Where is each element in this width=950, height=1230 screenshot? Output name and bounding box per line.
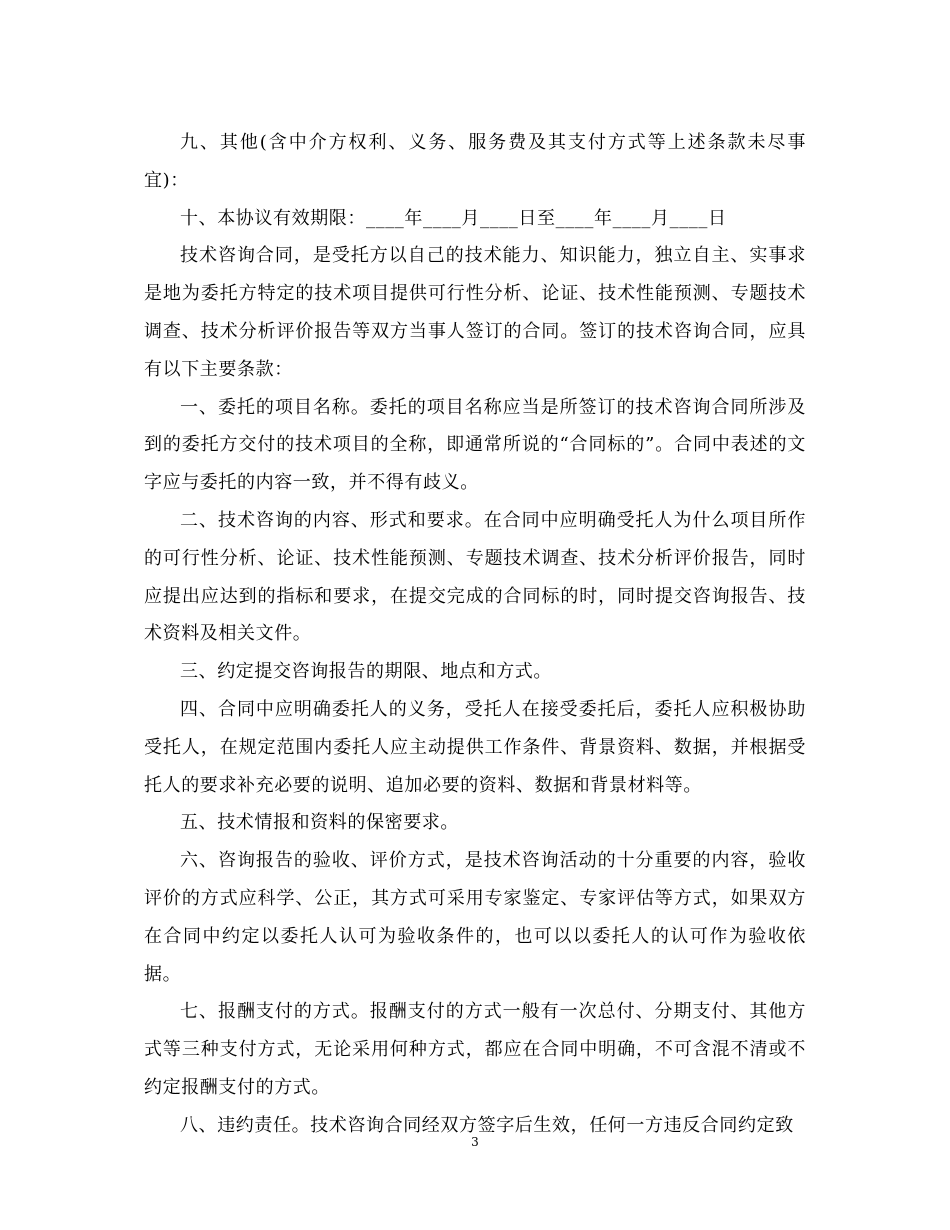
- paragraph-clause-9: 九、其他(含中介方权利、义务、服务费及其支付方式等上述条款未尽事宜)：: [144, 132, 806, 191]
- paragraph-item-7-payment: 七、报酬支付的方式。报酬支付的方式一般有一次总付、分期支付、其他方式等三种支付方式，无论采用何种方式，都应在合同中明确，不可含混不清或不约定报酬支付的方式。: [144, 1001, 806, 1098]
- paragraph-item-1-project-name: 一、委托的项目名称。委托的项目名称应当是所签订的技术咨询合同所涉及到的委托方交付的技术项目的全称，即通常所说的“合同标的”。合同中表述的文字应与委托的内容一致，并不得有歧义。: [144, 396, 806, 494]
- paragraph-item-5-confidentiality: 五、技术情报和资料的保密要求。: [180, 812, 459, 834]
- paragraph-clause-10-validity: 十、本协议有效期限：____年____月____日至____年____月____日: [180, 207, 727, 229]
- paragraph-item-6-acceptance: 六、咨询报告的验收、评价方式，是技术咨询活动的十分重要的内容，验收评价的方式应科学、公正，其方式可采用专家鉴定、专家评估等方式，如果双方在合同中约定以委托人认可为验收条件的，也可以以委托人的认可作为验收依据。: [144, 850, 806, 985]
- paragraph-item-2-content: 二、技术咨询的内容、形式和要求。在合同中应明确受托人为什么项目所作的可行性分析、论证、技术性能预测、专题技术调查、技术分析评价报告，同时应提出应达到的指标和要求，在提交完成的合同标的时，同时提交咨询报告、技术资料及相关文件。: [144, 509, 806, 645]
- document-body: [144, 124, 806, 1145]
- paragraph-item-4-obligations: 四、合同中应明确委托人的义务，受托人在接受委托后，委托人应积极协助受托人，在规定范围内委托人应主动提供工作条件、背景资料、数据，并根据受托人的要求补充必要的说明、追加必要的资料、数据和背景材料等。: [144, 698, 806, 796]
- paragraph-item-3-deadline: 三、约定提交咨询报告的期限、地点和方式。: [180, 661, 552, 683]
- paragraph-item-8-liability: 八、违约责任。技术咨询合同经双方签字后生效，任何一方违反合同约定致: [180, 1114, 794, 1136]
- paragraph-contract-definition: 技术咨询合同，是受托方以自己的技术能力、知识能力，独立自主、实事求是地为委托方特定的技术项目提供可行性分析、论证、技术性能预测、专题技术调查、技术分析评价报告等双方当事人签订的合同。签订的技术咨询合同，应具有以下主要条款：: [144, 245, 806, 380]
- page-number: 3: [471, 1135, 479, 1149]
